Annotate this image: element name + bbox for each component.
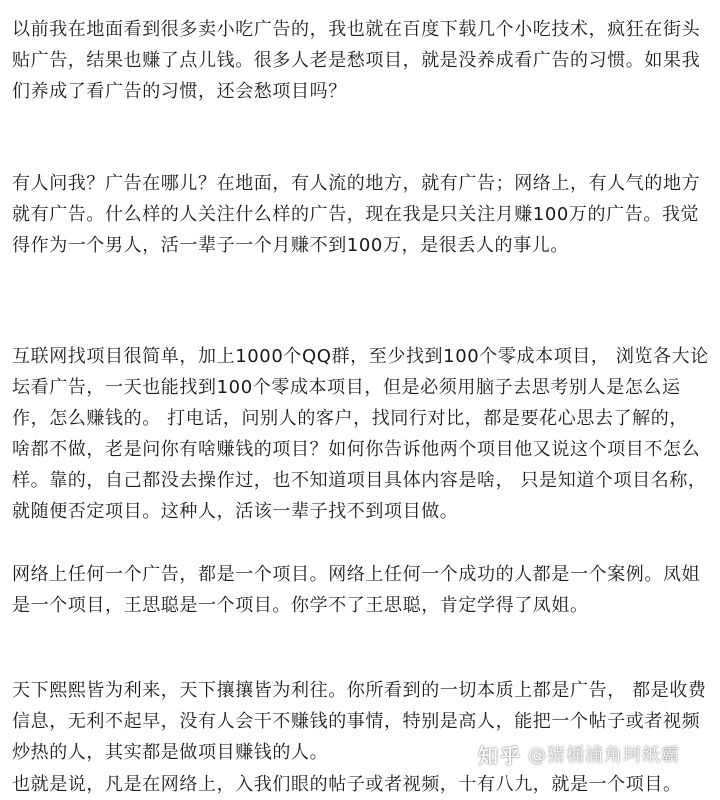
- paragraph: 网络上任何一个广告，都是一个项目。网络上任何一个成功的人都是一个案例。凤姐是一个项目，王思聪是一个项目。你学不了王思聪，肯定学得了凤姐。: [12, 564, 701, 616]
- paragraph: 天下熙熙皆为利来，天下攘攘皆为利往。你所看到的一切本质上都是广告， 都是收费信息，无利不起早，没有人会干不赚钱的事情，特别是高人，能把一个帖子或者视频炒热的人，其实都是做项目赚钱的人。: [12, 680, 707, 763]
- watermark-author: @猪桶浦角珂纸霸: [528, 745, 680, 766]
- paragraph: 有人问我？广告在哪儿？在地面，有人流的地方，就有广告；网络上，有人气的地方就有广告。什么样的人关注什么样的广告，现在我是只关注月赚100万的广告。我觉得作为一个男人，活一辈子一个月赚不到100万，是很丢人的事儿。: [12, 173, 701, 256]
- paragraph: 互联网找项目很简单，加上1000个QQ群，至少找到100个零成本项目， 浏览各大论坛看广告，一天也能找到100个零成本项目，但是必须用脑子去思考别人是怎么运作，怎么赚钱的。 打电话，问别人的客户，找同行对比，都是要花心思去了解的， 啥都不做，老是问你有啥赚钱的项目？如何你告诉他两个项目他又说这个项目不怎么样。靠的，自己都没去操作过，也不知道项目具体内容是啥， 只是知道个项目名称，就随便否定项目。这种人，活该一辈子找不到项目做。: [12, 346, 709, 522]
- paragraph: 也就是说，凡是在网络上，入我们眼的帖子或者视频，十有八九，就是一个项目。: [12, 774, 682, 795]
- zhihu-watermark: [478, 739, 680, 769]
- paragraph: 以前我在地面看到很多卖小吃广告的，我也就在百度下载几个小吃技术，疯狂在街头贴广告，结果也赚了点儿钱。很多人老是愁项目，就是没养成看广告的习惯。如果我们养成了看广告的习惯，还会愁项目吗？: [12, 19, 701, 102]
- watermark-brand: 知乎: [478, 743, 522, 768]
